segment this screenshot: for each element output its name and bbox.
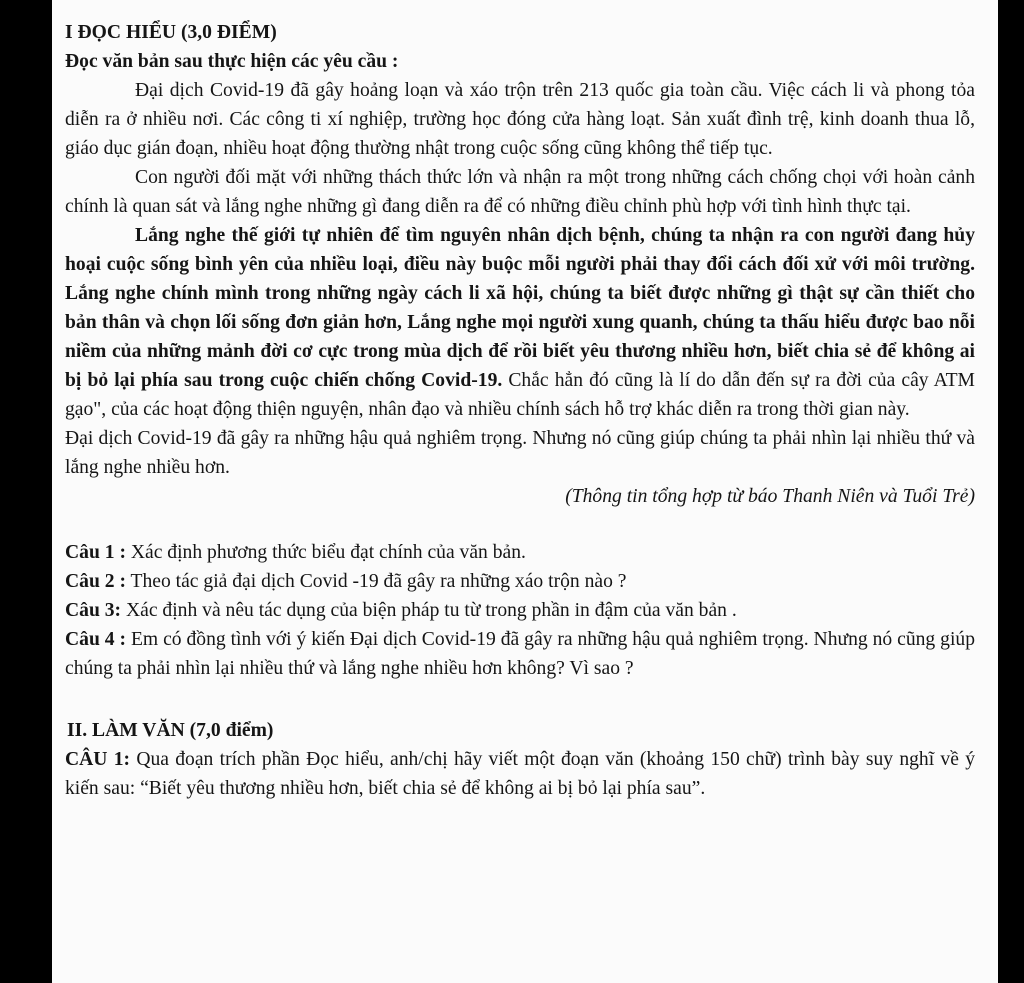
question-text: Xác định và nêu tác dụng của biện pháp tu từ trong phần in đậm của văn bản . — [121, 600, 737, 621]
spacer — [65, 683, 975, 716]
question-label: CÂU 1: — [65, 749, 131, 770]
passage-bold-excerpt: Lắng nghe thế giới tự nhiên để tìm nguyên nhân dịch bệnh, chúng ta nhận ra con người đang hủy hoại cuộc sống bình yên của nhiều loại, điều này buộc mỗi người phải thay đổi cách đối xử với môi trường. Lắng nghe chính mình trong những ngày cách li xã hội, chúng ta biết được những gì thật sự cần thiết cho bản thân và chọn lối sống đơn giản hơn, Lắng nghe mọi người xung quanh, chúng ta thấu hiểu được bao nỗi niềm của những mảnh đời cơ cực trong mùa dịch để rồi biết yêu thương nhiều hơn, biết chia sẻ để không ai bị bỏ lại phía sau trong cuộc chiến chống Covid-19. — [65, 225, 975, 391]
passage-paragraph-1: Đại dịch Covid-19 đã gây hoảng loạn và xáo trộn trên 213 quốc gia toàn cầu. Việc cách li và phong tỏa diễn ra ở nhiều nơi. Các công ti xí nghiệp, trường học đóng cửa hàng loạt. Sản xuất đình trệ, kinh doanh thua lỗ, giáo dục gián đoạn, nhiều hoạt động thường nhật trong cuộc sống cũng không thể tiếp tục. — [65, 80, 975, 159]
section1-heading: I ĐỌC HIỂU (3,0 ĐIỂM) — [65, 22, 277, 43]
writing-question-1 — [65, 745, 975, 803]
passage-paragraph-2: Con người đối mặt với những thách thức lớn và nhận ra một trong những cách chống chọi với hoàn cảnh chính là quan sát và lắng nghe những gì đang diễn ra để có những điều chỉnh phù hợp với tình hình thực tại. — [65, 167, 975, 217]
question-label: Câu 1 : — [65, 542, 126, 563]
question-text: Theo tác giả đại dịch Covid -19 đã gây ra những xáo trộn nào ? — [125, 571, 627, 592]
question-label: Câu 4 : — [65, 629, 127, 650]
passage-paragraph-3 — [65, 221, 975, 424]
question-label: Câu 3: — [65, 600, 122, 621]
passage-paragraph-4: Đại dịch Covid-19 đã gây ra những hậu quả nghiêm trọng. Nhưng nó cũng giúp chúng ta phải nhìn lại nhiều thứ và lắng nghe nhiều hơn. — [65, 428, 975, 478]
question-2 — [65, 567, 975, 596]
passage-paragraph-3-tail: Chắc hẳn đó cũng là lí do dẫn đến sự ra đời của cây ATM gạo", của các hoạt động thiện nguyện, nhân đạo và nhiều chính sách hỗ trợ khác diễn ra trong thời gian này. — [65, 370, 975, 420]
reading-instruction: Đọc văn bản sau thực hiện các yêu cầu : — [65, 51, 399, 72]
question-text: Em có đồng tình với ý kiến Đại dịch Covid-19 đã gây ra những hậu quả nghiêm trọng. Nhưng nó cũng giúp chúng ta phải nhìn lại nhiều thứ và lắng nghe nhiều hơn không? Vì sao ? — [65, 629, 975, 679]
spacer — [65, 511, 975, 538]
question-text: Qua đoạn trích phần Đọc hiểu, anh/chị hãy viết một đoạn văn (khoảng 150 chữ) trình bày suy nghĩ về ý kiến sau: “Biết yêu thương nhiều hơn, biết chia sẻ để không ai bị bỏ lại phía sau”. — [65, 749, 976, 799]
question-4 — [65, 625, 975, 683]
section2-heading: II. LÀM VĂN (7,0 điểm) — [67, 720, 274, 741]
document-page — [52, 0, 998, 983]
document-content — [65, 18, 975, 803]
question-1 — [65, 538, 975, 567]
question-label: Câu 2 : — [65, 571, 126, 592]
source-citation: (Thông tin tổng hợp từ báo Thanh Niên và Tuổi Trẻ) — [565, 486, 975, 507]
question-3 — [65, 596, 975, 625]
question-text: Xác định phương thức biểu đạt chính của văn bản. — [125, 542, 526, 563]
